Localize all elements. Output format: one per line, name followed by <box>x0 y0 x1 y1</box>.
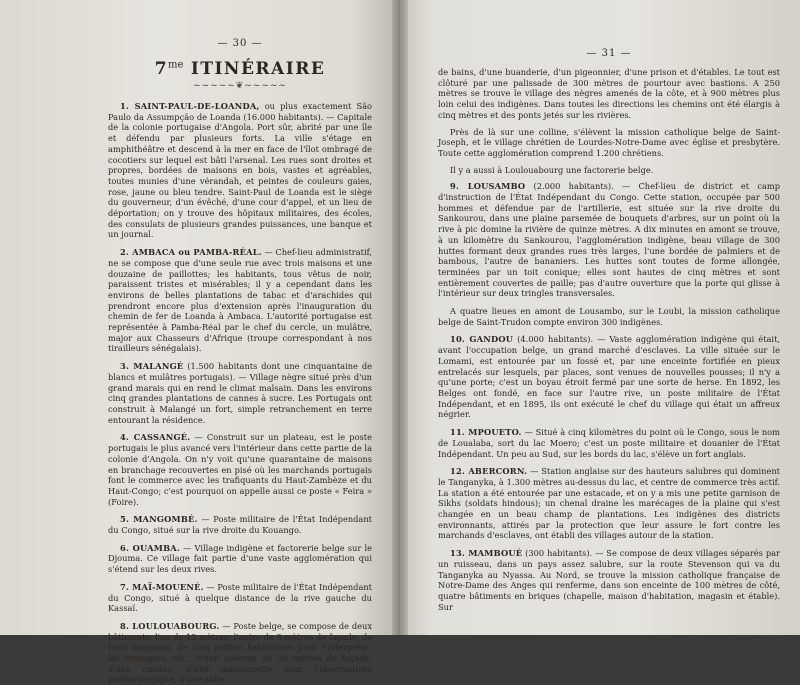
entry-name: 12. ABERCORN. <box>450 466 528 477</box>
entry-name: 7. MAÏ-MOUENÉ. <box>120 581 204 592</box>
entry-text: — Situé à cinq kilomètres du point où le Congo, sous le nom de Loualaba, sort du lac Moero; c'est un poste militaire et douanier de l'État Indépendant. Un peu au Sud, sur les bords du lac, s'élève un fort anglais. <box>438 427 780 459</box>
entry-name: 10. GANDOU <box>450 334 514 345</box>
entry-name: 11. MPOUETO. <box>450 427 522 438</box>
itinerary-entry <box>108 101 372 240</box>
entry-name: 8. LOULOUABOURG. <box>120 620 220 631</box>
entry-name: 5. MANGOMBÉ. <box>120 514 198 525</box>
entry-name: 4. CASSANGÉ. <box>120 432 191 443</box>
itinerary-entry <box>108 432 372 507</box>
entry-text: A quatre lieues en amont de Lousambo, sur le Loubi, la mission catholique belge de Saint-Trudon compte environ 300 indigènes. <box>438 306 780 327</box>
paragraph: Près de là sur une colline, s'élèvent la mission catholique belge de Saint-Joseph, et le village chrétien de Lourdes-Notre-Dame avec église et presbytère. Toute cette agglomération comprend 1.200 chrétiens. <box>438 126 780 158</box>
itinerary-entry <box>108 361 372 425</box>
entry-text: (1.500 habitants dont une cinquantaine de blancs et mulâtres portugais). — Village nègre situé près d'un grand marais qui en rend le climat malsain. Dans les environs cinq grandes plantations de cannes à sucre. Les Portugais ont construit à Malangé un fort, simple retranchement en terre entourant la résidence. <box>108 361 372 425</box>
entry-text: (300 habitants). — Se compose de deux villages séparés par un ruisseau, dans un pays assez salubre, sur la route Stevenson qui va du Tanganyka au Nyassa. Au Nord, se trouve la mission catholique française de Notre-Dame des Anges qui renferme, dans son enceinte de 100 mètres de côté, quatre bâtiments en briques (chapelle, maison d'habitation, magasin et étable). Sur <box>438 548 780 612</box>
entry-text: — Chef-lieu administratif, ne se compose que d'une seule rue avec trois maisons et une douzaine de paillottes; les habitants, tous vêtus de noir, paraissent tristes et misérables; il y a cependant dans les environs de belles plantations de tabac et d'arachides qui prendront encore plus d'extension après l'inauguration du chemin de fer de Loanda à Ambaca. L'autorité portugaise est représentée à Pamba-Réal par le chef du cercle, un mulâtre, major aux Chasseurs d'Afrique (troupe correspondant à nos tirailleurs sénégalais). <box>108 247 372 354</box>
chapter-title <box>108 59 372 79</box>
itinerary-entry <box>438 306 780 327</box>
entry-text: — Poste belge, se compose de deux bâtiments, l'un de 12 mètres, l'autre de 8 mètres de façade, de trois magasins, de cinq petites habitations pour l'interprète, les étrangers, etc., d'une caserne de 30 mètres de façade, d'une cuisine, d'une maisonnette pour l'observatoire météorologique, d'une salle <box>108 620 373 685</box>
itinerary-entry <box>438 181 780 299</box>
paragraph: Il y a aussi à Loulouabourg une factorerie belge. <box>450 164 654 175</box>
itinerary-entry <box>108 582 372 614</box>
itinerary-entry <box>108 514 372 535</box>
continued-paragraph: de bains, d'une buanderie, d'un pigeonnier, d'une prison et d'étables. Le tout est clôturé par une palissade de 300 mètres de pourtour avec bastions. A 250 mètres se trouve le village des nègres amenés de la côte, et à 900 mètres plus loin celui des indigènes. Dans toutes les directions les chemins ont été élargis à cinq mètres et des ponts jetés sur les rivières. <box>438 67 780 120</box>
ornament-divider: ~~~~~❦~~~~~ <box>193 81 287 91</box>
entry-text: (2.000 habitants). — Chef-lieu de district et camp d'instruction de l'État Indépendant du Congo. Cette station, occupée par 500 hommes et défendue par de l'artillerie, est située sur la rive droite du Sankourou, dans une plaine parsemée de bouquets d'arbres, sur un point où la rive à pic domine la rivière de quinze mètres. A dix minutes en amont se trouve, à un kilomètre du Sankourou, l'agglomération indigène, beau village de 300 huttes formant deux grandes rues très larges, l'une bordée de palmiers et de bambous, l'autre de bananiers. Les huttes sont toutes de forme allongée, terminées par un toit conique; elles sont hautes de cinq mètres et sont entièrement couvertes de paille; pas d'autre ouverture que la porte qui glisse à l'intérieur sur deux tringles transversales. <box>438 181 781 299</box>
itinerary-entry <box>438 466 780 541</box>
entry-text: (4.000 habitants). — Vaste agglomération indigène qui était, avant l'occupation belge, un grand marché d'esclaves. La ville située sur le Lomami, est entourée par un fossé et, par une enceinte fortifiée en pieux entrelacés sur lesquels, par places, sont venues de nouvelles pousses; il n'y a qu'une porte; c'est un boyau étroit fermé par une sorte de herse. En 1892, les Belges ont fondé, en face sur l'autre rive, un poste militaire de l'État Indépendant, et en 1895, ils ont exécuté le chef du village qui était un affreux négrier. <box>438 334 781 420</box>
entry-text: ou plus exactement São Paulo da Assumpção de Loanda (16.000 habitants). — Capitale de la colonie portugaise d'Angola. Port sûr, abrité par une île et défendu par plusieurs forts. La ville s'étage en amphithéâtre et descend à la mer en face de l'îlot ombragé de cocotiers sur lequel est bâti l'arsenal. Les rues sont droites et propres, bordées de maisons en bois, vastes et agréables, toutes munies d'une vérandah, et peintes de couleurs gaies, rose, jaune ou bleu tendre. Saint-Paul de Loanda est le siège du gouverneur, d'un évêché, d'une cour d'appel, et un lieu de déportation; on y trouve des hôpitaux militaires, des écoles, des consulats de plusieurs grandes puissances, une banque et un journal. <box>108 101 372 240</box>
itinerary-entry <box>108 247 372 354</box>
entry-name: 1. SAINT-PAUL-DE-LOANDA, <box>120 101 260 111</box>
entry-name: 2. AMBACA ou PAMBA-RÉAL. <box>120 247 262 258</box>
page-number: — 31 — <box>586 48 632 59</box>
itinerary-entry <box>108 543 372 575</box>
itinerary-entry <box>438 334 780 420</box>
title-superscript: me <box>168 59 184 71</box>
itinerary-entry <box>438 427 780 459</box>
entry-text: — Poste militaire de l'État Indépendant du Congo, situé à quelque distance de la rive gauche du Kassaï. <box>108 581 372 614</box>
page-number: — 30 — <box>217 38 263 49</box>
title-main: ITINÉRAIRE <box>183 59 326 79</box>
right-page <box>400 0 800 635</box>
entry-name: 13. MAMBOUÉ <box>450 548 523 559</box>
entry-text: — Village indigène et factorerie belge sur le Djouma. Ce village fait partie d'une vaste agglomération qui s'étend sur les deux rives. <box>108 542 372 575</box>
itinerary-entry <box>438 548 780 612</box>
entry-name: 9. LOUSAMBO <box>450 181 526 192</box>
itinerary-entry <box>108 621 372 685</box>
entry-text: — Station anglaise sur des hauteurs salubres qui dominent le Tanganyka, à 1.300 mètres au-dessus du lac, et centre de commerce très actif. La station a été entourée par une estacade, et on y a mis une petite garnison de Sikhs (soldats hindous); un chenal draine les marécages de la plaine qui s'est changée en un beau champ de plantations. Les indigènes des districts environnants, attirés par la protection que leur assure le fort contre les marchands d'esclaves, ont établi des villages autour de la station. <box>438 466 780 541</box>
title-prefix: 7 <box>154 59 169 79</box>
entry-name: 3. MALANGÉ <box>120 361 184 372</box>
entry-text: — Poste militaire de l'État Indépendant du Congo, situé sur la rive droite du Kouango. <box>108 514 372 536</box>
entry-name: 6. OUAMBA. <box>120 542 180 553</box>
entry-text: — Construit sur un plateau, est le poste portugais le plus avancé vers l'intérieur dans cette partie de la colonie d'Angola. On n'y voit qu'une quarantaine de maisons en branchage recouvertes en pisé où les marchands portugais font le commerce avec les trafiquants du Haut-Zambèze et du Haut-Congo; c'est pourquoi on appelle aussi ce poste « Feira » (Foire). <box>108 432 372 507</box>
book-gutter <box>392 0 408 635</box>
